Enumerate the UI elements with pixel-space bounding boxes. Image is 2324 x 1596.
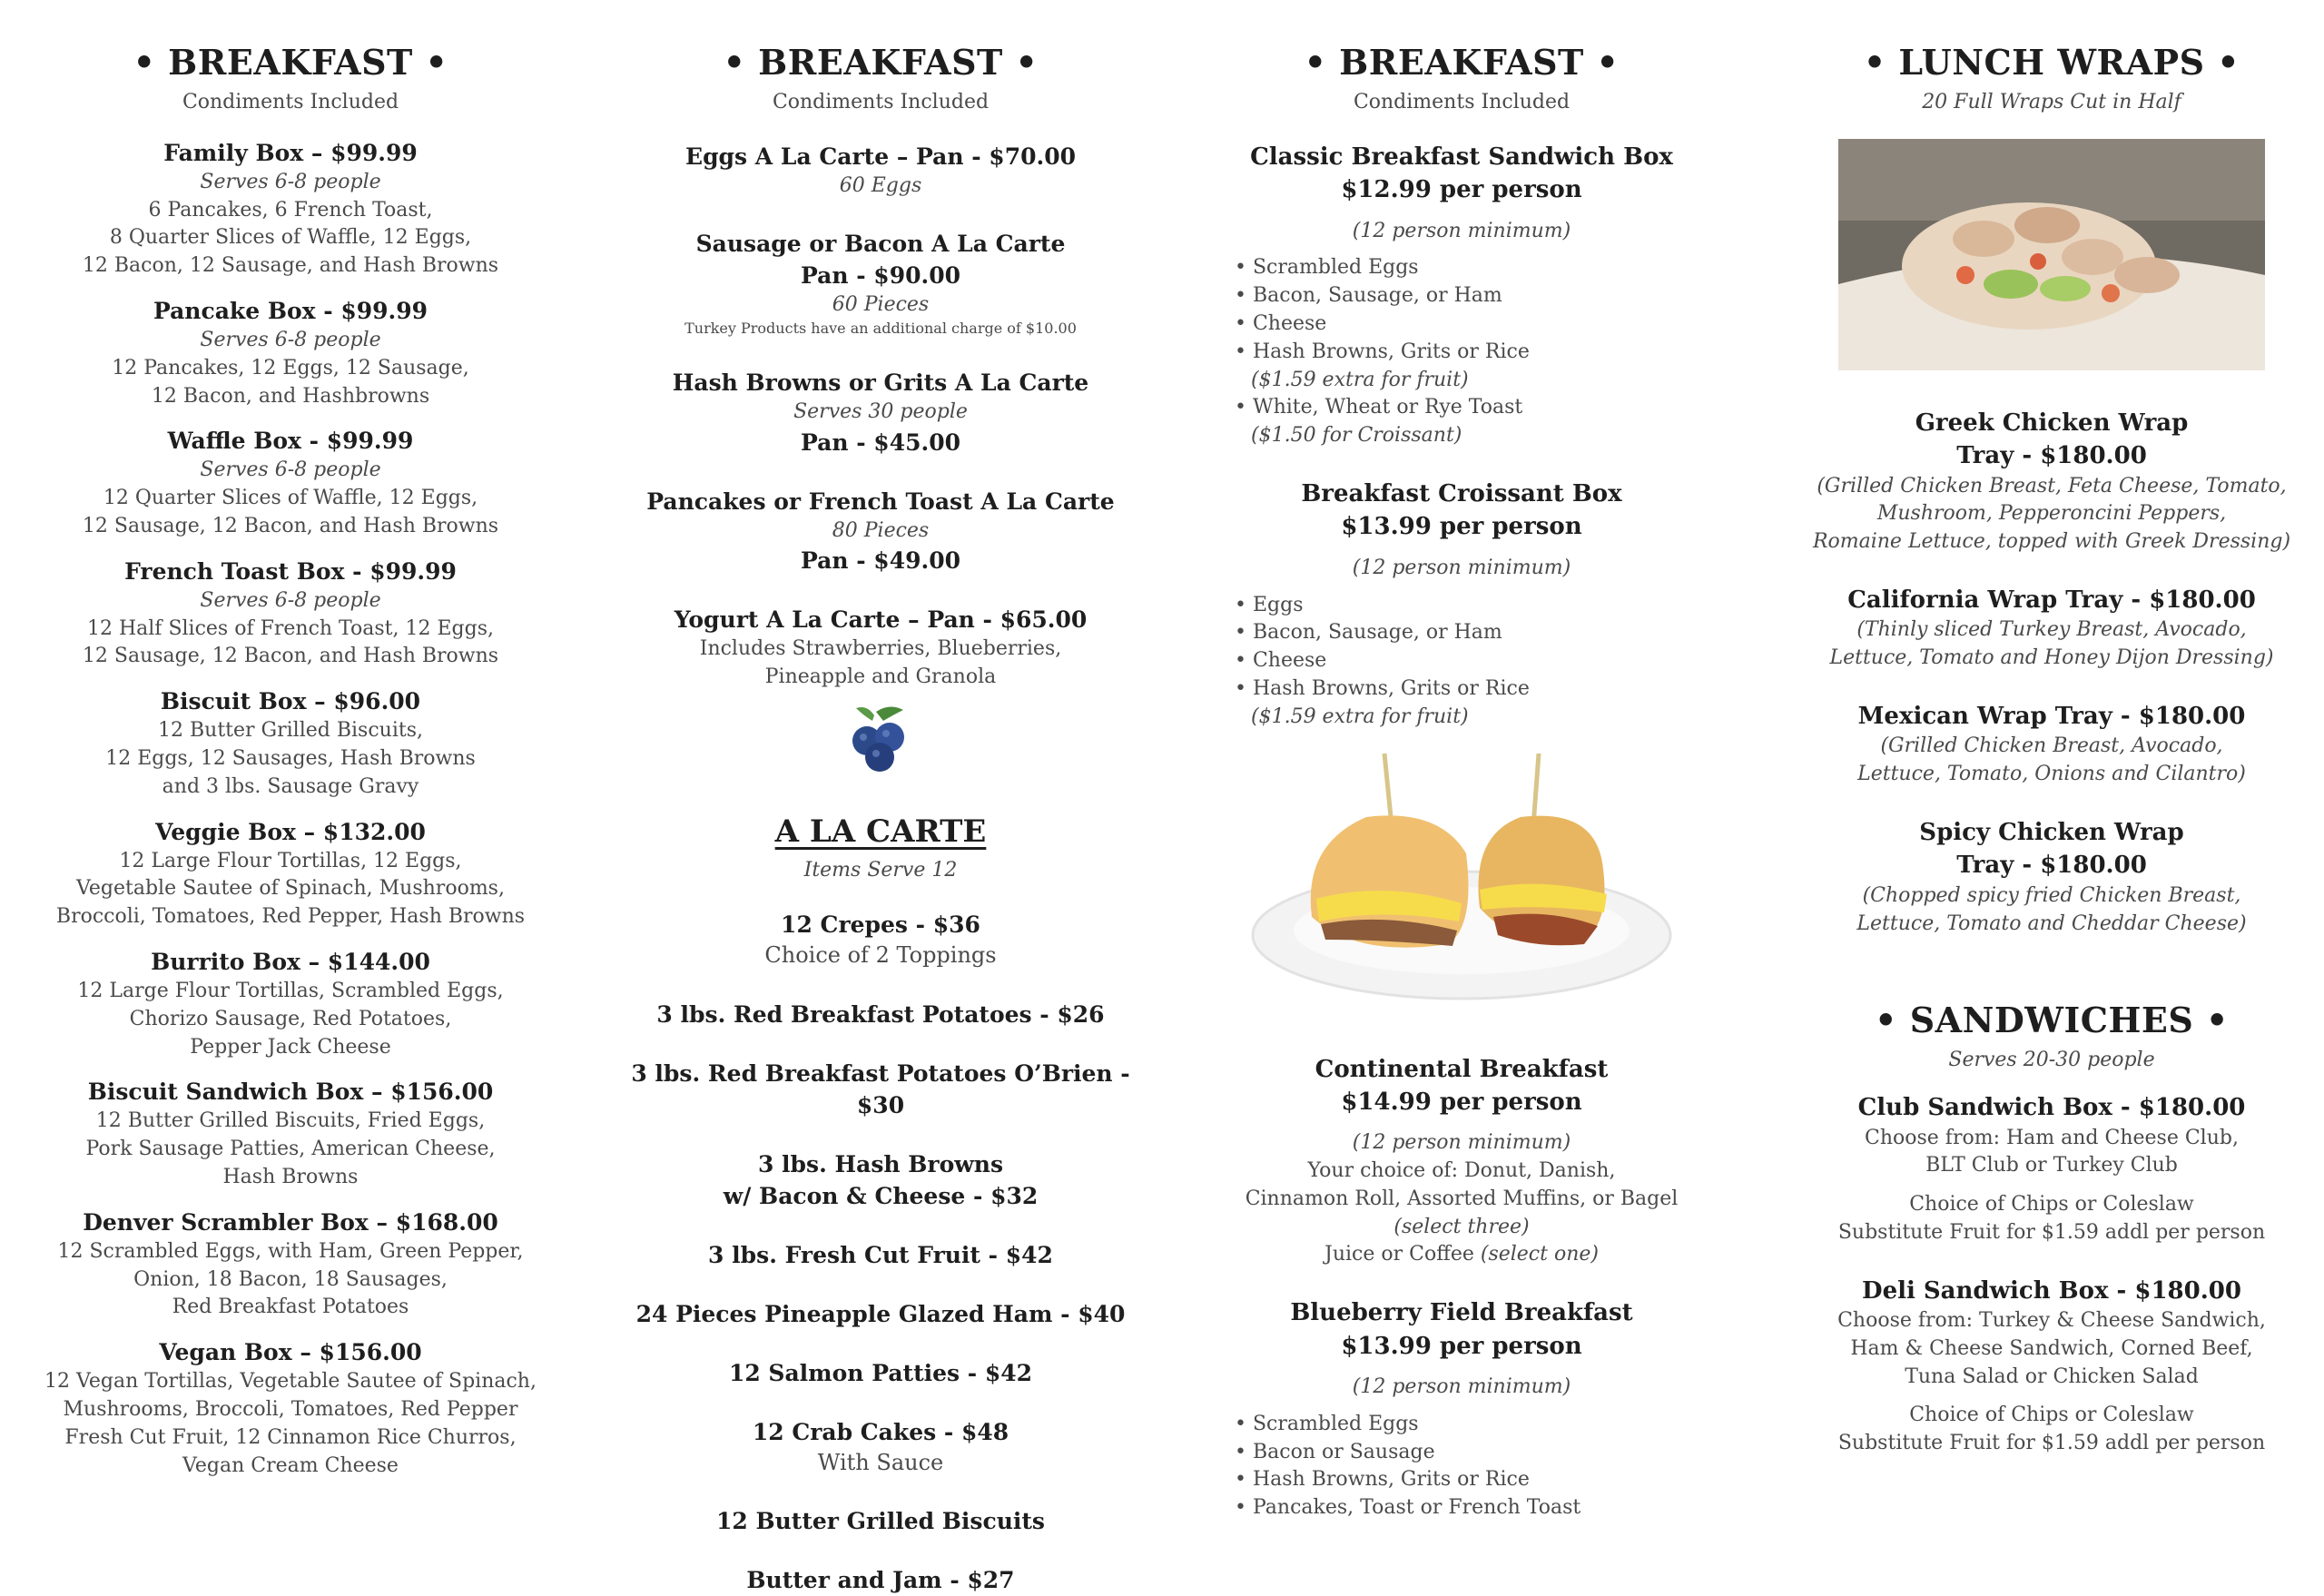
menu-item-line: 6 Pancakes, 6 French Toast,: [148, 198, 433, 222]
menu-item-name: Family Box – $99.99: [163, 139, 418, 166]
section-subtitle: 20 Full Wraps Cut in Half: [1922, 90, 2181, 113]
section-title: • BREAKFAST •: [723, 42, 1039, 83]
menu-item-line: 12 Butter Grilled Biscuits, Fried Eggs,: [95, 1109, 486, 1133]
menu-item: Pancakes or French Toast A La Carte 80 Pieces Pan - $49.00: [646, 488, 1115, 575]
menu-item-line: Chorizo Sausage, Red Potatoes,: [129, 1007, 452, 1030]
menu-item: Butter and Jam - $27: [746, 1567, 1015, 1594]
menu-item-line: Pepper Jack Cheese: [190, 1035, 391, 1059]
menu-item: Classic Breakfast Sandwich Box $12.99 per person (12 person minimum) • Scrambled Eggs • Bacon, Sausage, or Ham • Cheese • Hash Browns, Grits or Rice ($1.59 extra for fruit) • White, Wheat or Rye Toast ($1.50 for Croissant): [1235, 141, 1689, 450]
section-subtitle: Condiments Included: [1353, 90, 1571, 113]
breakfast-boxes-column: [36, 0, 545, 1480]
menu-item-line: 12 Pancakes, 12 Eggs, 12 Sausage,: [112, 356, 469, 379]
section-subtitle: Condiments Included: [182, 90, 399, 113]
wrap-name: Greek Chicken Wrap: [1915, 409, 2189, 437]
bullet-list: • Scrambled Eggs • Bacon, Sausage, or Ham • Cheese • Hash Browns, Grits or Rice ($1.59 extra for fruit) • White, Wheat or Rye Toast ($1.50 for Croissant): [1235, 256, 1530, 448]
menu-item-line: Pork Sausage Patties, American Cheese,: [85, 1138, 496, 1161]
menu-item-line: 8 Quarter Slices of Waffle, 12 Eggs,: [109, 226, 472, 250]
bullet-list: • Scrambled Eggs • Bacon or Sausage • Hash Browns, Grits or Rice • Pancakes, Toast or French Toast: [1235, 1412, 1581, 1520]
menu-item: 12 Crepes - $36 Choice of 2 Toppings: [764, 911, 997, 968]
menu-item: Hash Browns or Grits A La Carte Serves 30 people Pan - $45.00: [672, 369, 1089, 456]
section-subtitle: Condiments Included: [772, 90, 990, 113]
menu-item: [36, 295, 545, 410]
menu-item: Eggs A La Carte – Pan - $70.00 60 Eggs: [685, 143, 1076, 197]
menu-item-serves: Serves 6-8 people: [200, 170, 381, 193]
menu-item-name: Burrito Box – $144.00: [151, 948, 430, 975]
menu-item-name: French Toast Box - $99.99: [124, 557, 457, 585]
menu-item-name: Biscuit Box – $96.00: [160, 688, 421, 715]
wrap-item: [1807, 816, 2297, 938]
menu-item-name: Waffle Box - $99.99: [167, 428, 414, 455]
menu-item: [36, 685, 545, 801]
bullet-list: • Eggs • Bacon, Sausage, or Ham • Cheese • Hash Browns, Grits or Rice ($1.59 extra for fruit): [1235, 593, 1530, 728]
menu-item-line: 12 Scrambled Eggs, with Ham, Green Pepper,: [57, 1239, 524, 1263]
menu-item-name: Pancake Box - $99.99: [153, 297, 428, 324]
menu-item-line: Vegetable Sautee of Spinach, Mushrooms,: [76, 877, 505, 901]
wrap-description: Lettuce, Tomato, Onions and Cilantro): [1857, 763, 2246, 786]
menu-item: 24 Pieces Pineapple Glazed Ham - $40: [635, 1300, 1126, 1327]
wrap-description: Lettuce, Tomato and Cheddar Cheese): [1856, 911, 2247, 935]
wrap-price: Tray - $180.00: [1956, 442, 2147, 470]
menu-item-line: Mushrooms, Broccoli, Tomatoes, Red Pepper: [63, 1397, 518, 1421]
wrap-item: [1807, 584, 2297, 673]
wrap-name: California Wrap Tray - $180.00: [1847, 586, 2256, 614]
wrap-item: [1807, 407, 2297, 557]
wrap-description: (Chopped spicy fried Chicken Breast,: [1862, 883, 2241, 907]
menu-item: 12 Butter Grilled Biscuits: [716, 1508, 1045, 1535]
menu-item: 12 Crab Cakes - $48 With Sauce: [752, 1418, 1009, 1475]
menu-item-line: 12 Vegan Tortillas, Vegetable Sautee of Spinach,: [44, 1370, 537, 1394]
menu-item-line: 12 Eggs, 12 Sausages, Hash Browns: [105, 746, 476, 770]
menu-item-name: Vegan Box – $156.00: [159, 1339, 422, 1366]
wrap-description: (Grilled Chicken Breast, Avocado,: [1880, 734, 2223, 758]
menu-item-line: Hash Browns: [222, 1165, 359, 1188]
chicken-wrap-image: [1838, 139, 2265, 370]
menu-item-line: 12 Quarter Slices of Waffle, 12 Eggs,: [103, 487, 478, 510]
blueberries-image: [840, 703, 921, 775]
wrap-description: (Grilled Chicken Breast, Feta Cheese, Tomato,: [1817, 474, 2287, 498]
wrap-description: (Thinly sliced Turkey Breast, Avocado,: [1856, 618, 2247, 642]
wrap-name: Spicy Chicken Wrap: [1919, 818, 2184, 846]
menu-item: 3 lbs. Fresh Cut Fruit - $42: [708, 1241, 1053, 1268]
menu-item: [36, 816, 545, 931]
menu-item-line: Red Breakfast Potatoes: [172, 1296, 409, 1319]
menu-item: Deli Sandwich Box - $180.00 Choose from: Turkey & Cheese Sandwich, Ham & Cheese Sandwich, Corned Beef, Tuna Salad or Chicken Salad Choice of Chips or Coleslaw Substitute Fruit for $1.59 addl per person: [1837, 1276, 2266, 1455]
menu-item: 12 Salmon Patties - $42: [728, 1359, 1033, 1386]
menu-item: 3 lbs. Red Breakfast Potatoes O’Brien - $30: [631, 1059, 1130, 1118]
wrap-description: Mushroom, Pepperoncini Peppers,: [1876, 502, 2227, 526]
section-title: • LUNCH WRAPS •: [1863, 42, 2240, 83]
section-title: • BREAKFAST •: [1304, 42, 1620, 83]
menu-item: [36, 425, 545, 540]
menu-item: [36, 137, 545, 281]
menu-item: [36, 556, 545, 671]
menu-item-line: 12 Half Slices of French Toast, 12 Eggs,: [86, 616, 494, 640]
menu-item: Blueberry Field Breakfast $13.99 per person (12 person minimum) • Scrambled Eggs • Bacon or Sausage • Hash Browns, Grits or Rice • Pancakes, Toast or French Toast: [1235, 1296, 1689, 1522]
a-la-carte-subtitle: Items Serve 12: [803, 858, 958, 882]
wrap-list: [1807, 407, 2297, 939]
breakfast-sandwich-column: [1235, 0, 1689, 1522]
menu-item-line: 12 Large Flour Tortillas, Scrambled Eggs,: [77, 979, 504, 1002]
menu-item-line: 12 Sausage, 12 Bacon, and Hash Browns: [82, 645, 499, 668]
menu-item: [36, 1076, 545, 1191]
section-title: • BREAKFAST •: [133, 42, 448, 83]
menu-item-line: 12 Bacon, 12 Sausage, and Hash Browns: [82, 254, 499, 278]
menu-item: [36, 1336, 545, 1480]
menu-item-serves: Serves 6-8 people: [200, 588, 381, 612]
lunch-wraps-column: [1807, 0, 2297, 1458]
menu-item-line: Fresh Cut Fruit, 12 Cinnamon Rice Churros,: [64, 1425, 517, 1449]
menu-item-name: Denver Scrambler Box – $168.00: [83, 1208, 498, 1236]
menu-item: Continental Breakfast $14.99 per person (12 person minimum) Your choice of: Donut, Danish, Cinnamon Roll, Assorted Muffins, or Bagel (select three) Juice or Coffee (select one): [1245, 1055, 1679, 1266]
wrap-name: Mexican Wrap Tray - $180.00: [1857, 702, 2246, 730]
menu-item-line: 12 Bacon, and Hashbrowns: [151, 384, 430, 408]
menu-item: 3 lbs. Hash Browns w/ Bacon & Cheese - $32: [723, 1150, 1039, 1209]
menu-item: [36, 946, 545, 1061]
breakfast-a-la-carte-column: [626, 0, 1135, 1596]
croissant-sandwich-image: [1248, 744, 1675, 1008]
menu-item-name: Veggie Box – $132.00: [155, 818, 426, 845]
menu-item: [36, 1207, 545, 1322]
menu-item-line: 12 Sausage, 12 Bacon, and Hash Browns: [82, 514, 499, 537]
menu-item-serves: Serves 6-8 people: [200, 458, 381, 482]
sandwiches-subtitle: Serves 20-30 people: [1948, 1049, 2155, 1072]
wrap-description: Romaine Lettuce, topped with Greek Dressing): [1812, 530, 2291, 554]
menu-item: Yogurt A La Carte – Pan - $65.00 Includes Strawberries, Blueberries, Pineapple and Granola: [674, 606, 1088, 689]
menu-item-line: 12 Large Flour Tortillas, 12 Eggs,: [119, 849, 462, 872]
sandwiches-title: • SANDWICHES •: [1875, 1000, 2229, 1041]
wrap-price: Tray - $180.00: [1956, 852, 2147, 880]
menu-item: Sausage or Bacon A La Carte Pan - $90.00 60 Pieces Turkey Products have an additional charge of $10.00: [684, 230, 1077, 338]
wrap-description: Lettuce, Tomato and Honey Dijon Dressing): [1829, 646, 2274, 670]
menu-item-name: Biscuit Sandwich Box – $156.00: [87, 1079, 494, 1106]
menu-item-line: Vegan Cream Cheese: [182, 1453, 399, 1477]
menu-item: Club Sandwich Box - $180.00 Choose from: Ham and Cheese Club, BLT Club or Turkey Club Choice of Chips or Coleslaw Substitute Fruit for $1.59 addl per person: [1837, 1094, 2266, 1244]
wrap-item: [1807, 700, 2297, 789]
menu-item-serves: Serves 6-8 people: [200, 328, 381, 351]
breakfast-box-list: [36, 137, 545, 1481]
menu-item-line: and 3 lbs. Sausage Gravy: [162, 774, 419, 798]
menu-item-line: Onion, 18 Bacon, 18 Sausages,: [133, 1267, 448, 1291]
menu-item-line: 12 Butter Grilled Biscuits,: [158, 719, 423, 743]
a-la-carte-title: A LA CARTE: [774, 813, 987, 850]
menu-item: Breakfast Croissant Box $13.99 per person (12 person minimum) • Eggs • Bacon, Sausage, or Ham • Cheese • Hash Browns, Grits or Rice ($1.59 extra for fruit): [1235, 478, 1689, 732]
menu-item-line: Broccoli, Tomatoes, Red Pepper, Hash Browns: [55, 905, 526, 929]
menu-item: 3 lbs. Red Breakfast Potatoes - $26: [656, 1000, 1105, 1028]
